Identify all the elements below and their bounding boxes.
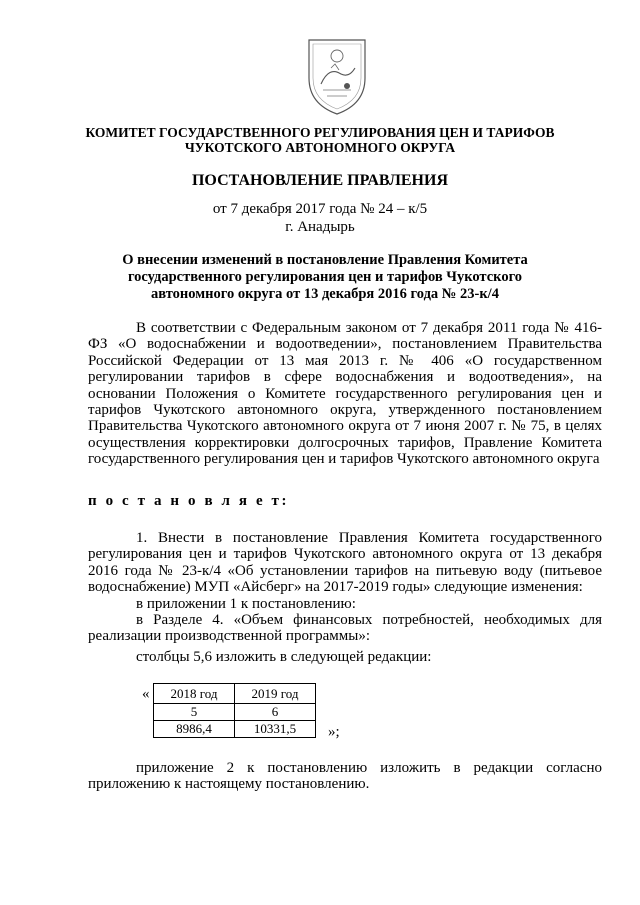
- coat-of-arms-icon: [301, 28, 373, 118]
- appendix-2-paragraph: приложение 2 к постановлению изложить в редакции согласно приложению к настоящему постановлению.: [88, 760, 602, 793]
- table-row: [154, 721, 316, 738]
- value-cell-2019: 10331,5: [235, 721, 316, 738]
- item-1-paragraph: 1. Внести в постановление Правления Комитета государственного регулирования цен и тарифов Чукотского автономного округа от 13 декабря 2016 года № 23-к/4 «Об установлении тарифов на питьевую воду (питьевое водоснабжение) МУП «Айсберг» на 2017-2019 годы» следующие изменения:: [88, 530, 602, 596]
- header-cell-2019: 2019 год: [235, 684, 316, 704]
- document-title: ПОСТАНОВЛЕНИЕ ПРАВЛЕНИЯ: [191, 172, 448, 189]
- financial-table: [153, 683, 316, 738]
- column-number-cell: 6: [235, 704, 316, 721]
- table-header-row: [154, 684, 316, 704]
- appendix-1-line: в приложении 1 к постановлению:: [136, 596, 356, 612]
- section-4-paragraph: в Разделе 4. «Объем финансовых потребностей, необходимых для реализации производственной программы»:: [88, 612, 602, 645]
- quote-open: «: [142, 686, 150, 702]
- document-subject: О внесении изменений в постановление Правления Комитета государственного регулирования цен и тарифов Чукотского автономного округа от 13 декабря 2016 года № 23-к/4: [122, 252, 528, 302]
- document-place: г. Анадырь: [285, 219, 355, 235]
- preamble-paragraph: В соответствии с Федеральным законом от 7 декабря 2011 года № 416-ФЗ «О водоснабжении и водоотведении», постановлением Правительства Российской Федерации от 13 мая 2013 г. № 406 «О государственном регулировании тарифов в сфере водоснабжения и водоотведения», на основании Положения о Комитете государственного регулирования цен и тарифов Чукотского автономного округа, утвержденного постановлением Правительства Чукотского автономного округа от 7 июня 2007 г. № 75, в целях осуществления корректировки долгосрочных тарифов, Правление Комитета государственного регулирования цен и тарифов Чукотского автономного округа: [88, 320, 602, 468]
- columns-note-line: столбцы 5,6 изложить в следующей редакции:: [136, 649, 432, 665]
- quote-close: »;: [328, 724, 340, 740]
- header-cell-2018: 2018 год: [154, 684, 235, 704]
- table-row: [154, 704, 316, 721]
- decree-word: п о с т а н о в л я е т:: [88, 493, 290, 509]
- org-line-1: КОМИТЕТ ГОСУДАРСТВЕННОГО РЕГУЛИРОВАНИЯ ЦЕН И ТАРИФОВ: [85, 125, 555, 140]
- column-number-cell: 5: [154, 704, 235, 721]
- organization-name: [60, 125, 580, 155]
- org-line-2: ЧУКОТСКОГО АВТОНОМНОГО ОКРУГА: [184, 140, 456, 155]
- value-cell-2018: 8986,4: [154, 721, 235, 738]
- document-date-number: от 7 декабря 2017 года № 24 – к/5: [212, 201, 428, 217]
